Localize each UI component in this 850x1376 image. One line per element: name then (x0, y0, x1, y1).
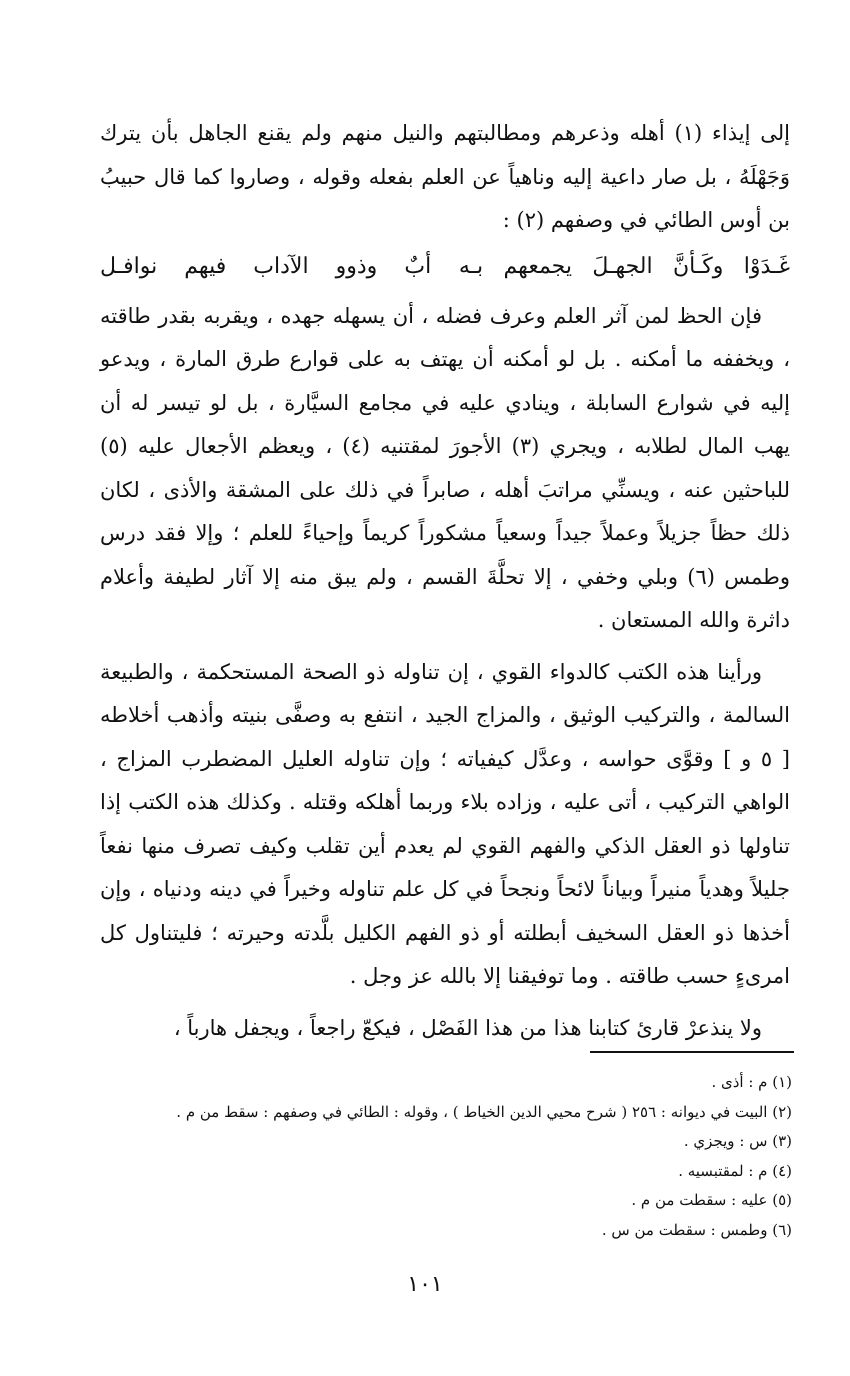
footnote-5: (٥) عليه : سقطت من م . (631, 1191, 792, 1209)
footnote-6: (٦) وطمس : سقطت من س . (601, 1220, 792, 1239)
page-number: ١٠١ (407, 1272, 443, 1297)
footnote-4: (٤) م : لمقتبسيه . (678, 1161, 792, 1180)
paragraph-value-of-knowledge: فإن الحظ لمن آثر العلم وعرف فضله ، أن يسهله جهده ، ويقربه بقدر طاقته ، ويخففه ما أمكنه . بل لو أمكنه أن يهتف به على قوارع طرق المارة ، ويدعو إليه في شوارع السابلة ، وينادي عليه في مجامع السيَّارة ، بل لو تيسر له أن يهب المال لطلابه ، ويجري (٣) الأجورَ لمقتنيه (٤) ، ويعظم الأجعال عليه (٥) للباحثين عنه ، ويسنِّي مراتبَ أهله ، صابراً في ذلك على المشقة والأذى ، لكان ذلك حظاً جزيلاً وعملاً جيداً وسعياً مشكوراً كريماً وإحياءً للعلم ؛ وإلا فقد درس وطمس (٦) وبلي وخفي ، إلا تحلَّةَ القسم ، ولم يبق منه إلا آثار لطيفة وأعلام داثرة والله المستعان . (100, 303, 790, 632)
footnote-1: (١) م : أذى . (711, 1073, 792, 1091)
paragraph-books-as-medicine: ورأينا هذه الكتب كالدواء القوي ، إن تناوله ذو الصحة المستحكمة ، والطبيعة السالمة ، والتركيب الوثيق ، والمزاج الجيد ، انتفع به وصفَّى بنيته وأذهب أخلاطه [ ٥ و ] وقوَّى حواسه ، وعدَّل كيفياته ؛ وإن تناوله العليل المضطرب المزاج ، الواهي التركيب ، أتى عليه ، وزاده بلاء وربما أهلكه وقتله . وكذلك هذه الكتب إذا تناولها ذو العقل الذكي والفهم القوي لم يعدم أين تقلب وكيف تصرف منها نفعاً جليلاً وهدياً منيراً وبياناً لائحاً ونجحاً في كل علم تناوله وخيراً في دينه ودنياه ، وإن أخذها ذو العقل السخيف أبطلته أو ذو الفهم الكليل بلَّدته وحيرته ؛ فليتناول كل امرىءٍ حسب طاقته . وما توفيقنا إلا بالله عز وجل . (100, 659, 790, 988)
paragraph-intro: إلى إيذاء (١) أهله وذعرهم ومطالبتهم والنيل منهم ولم يقنع الجاهل بأن يترك وَجَهْلَهُ ، بل صار داعية إليه وناهياً عن العلم بفعله وقوله ، وصاروا كما قال حبيبُ بن أوس الطائي في وصفهم (٢) : (100, 121, 790, 232)
footnote-3: (٣) س : ويجزي . (683, 1132, 792, 1150)
poem-verse (100, 245, 790, 289)
footnotes (100, 1068, 792, 1245)
paragraph-reader-warning: ولا ينذعرْ قارئ كتابنا هذا من هذا الفَصْل ، فيكعّ راجعاً ، ويجفل هارباً ، (173, 1015, 762, 1040)
verse-second-hemistich: أبٌ وذوو الآداب فيهم نوافـل (100, 253, 432, 279)
footnote-separator (590, 1051, 794, 1053)
main-text (100, 112, 790, 1050)
footnote-2: (٢) البيت في ديوانه : ٢٥٦ ( شرح محيي الدين الخياط ) ، وقوله : الطائي في وصفهم : سقط من م . (176, 1102, 792, 1121)
verse-first-hemistich: غَـدَوْا وكَـأنَّ الجهـلَ يجمعهم بـه (458, 253, 790, 279)
